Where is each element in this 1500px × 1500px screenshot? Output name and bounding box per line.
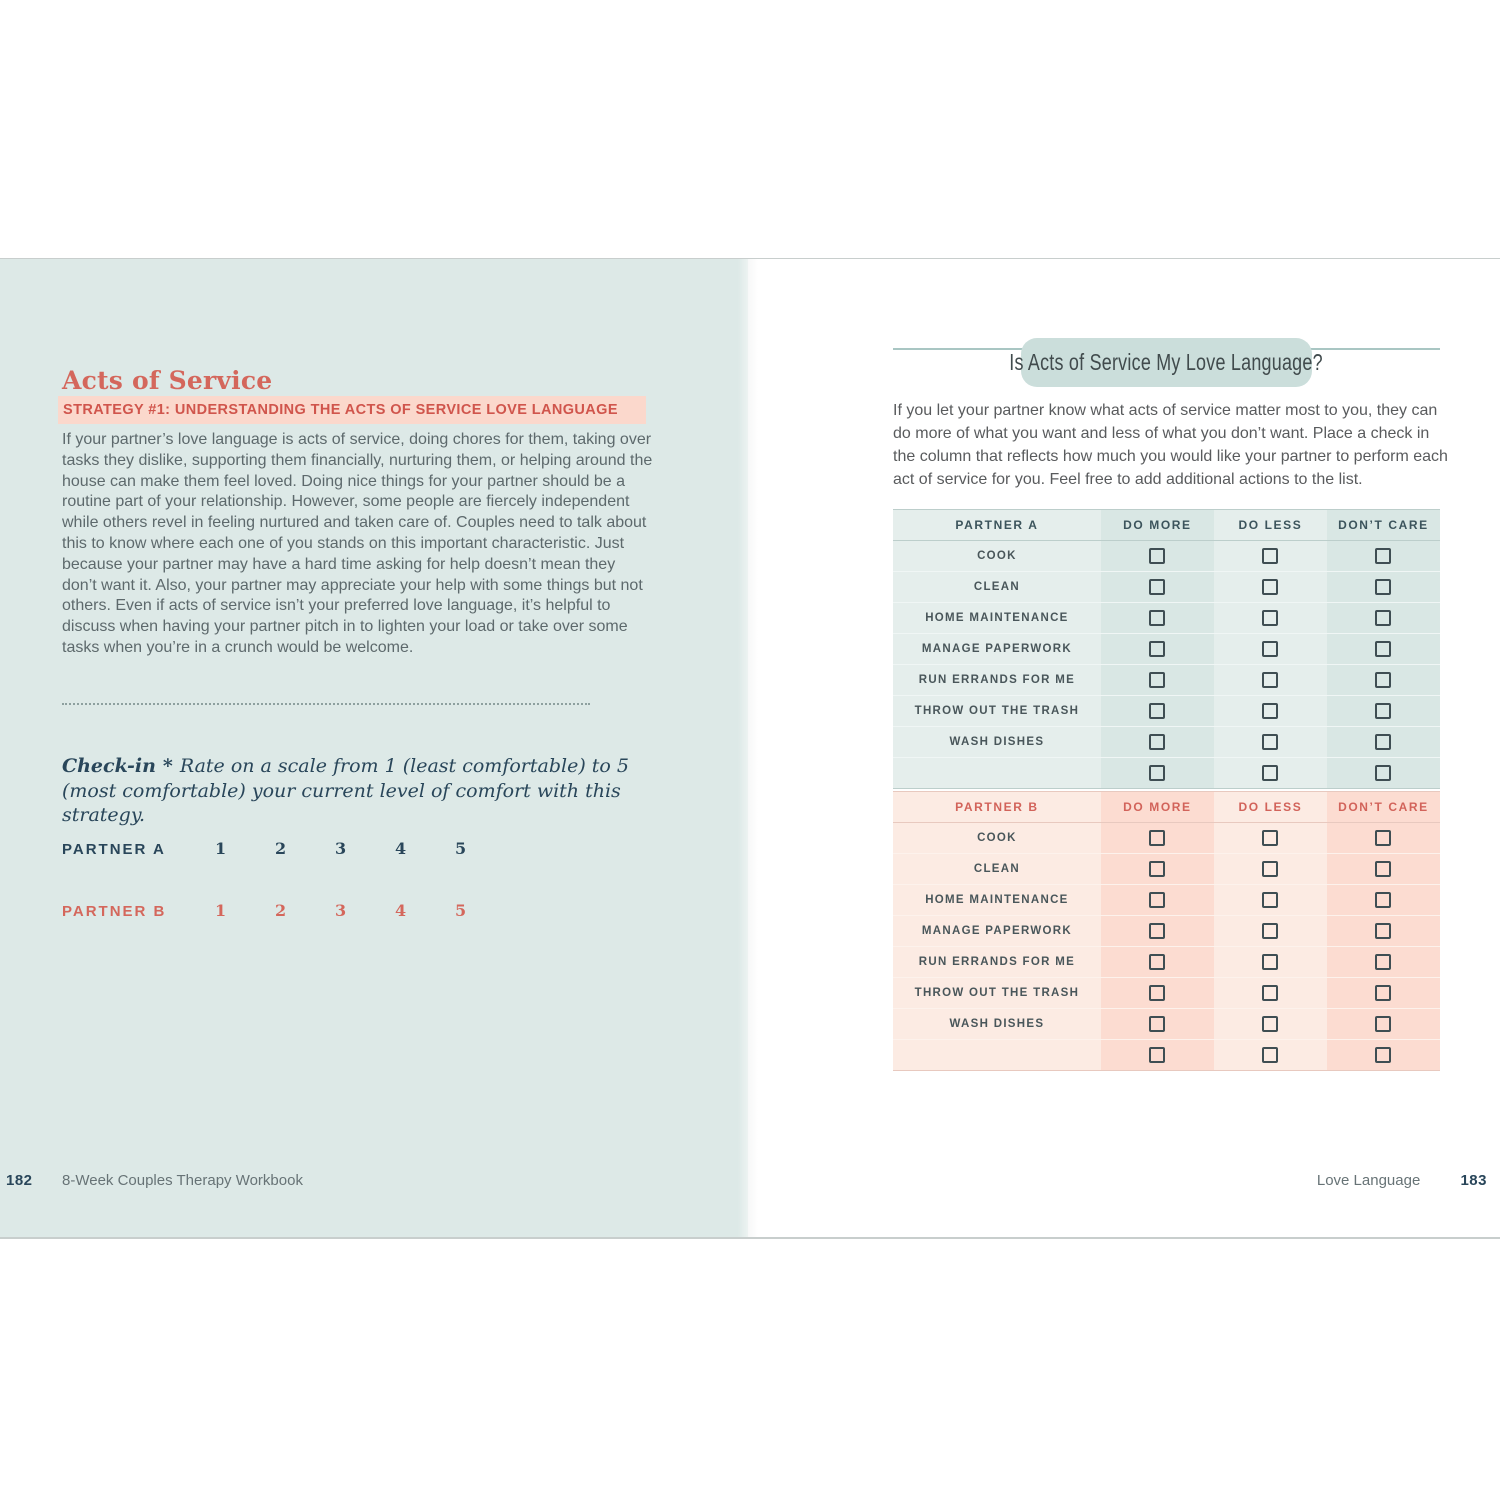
asterisk-icon: * [162, 755, 173, 777]
checkbox[interactable] [1375, 1047, 1391, 1063]
checkbox[interactable] [1262, 765, 1278, 781]
checkbox[interactable] [1375, 610, 1391, 626]
page-title: Acts of Service [62, 365, 273, 395]
checkbox[interactable] [1149, 579, 1165, 595]
checkbox[interactable] [1262, 703, 1278, 719]
checkbox[interactable] [1149, 548, 1165, 564]
row-label [893, 758, 1101, 788]
checkbox[interactable] [1375, 703, 1391, 719]
checkbox-cell [1327, 758, 1440, 788]
table-row [893, 823, 1440, 854]
body-paragraph: If your partner’s love language is acts of service, doing chores for them, taking over tasks they dislike, supporting them financially, nurturing them, or helping around the house can make them feel loved. Doing nice things for your partner should be a routine part of your relationship. However, some people are fiercely independent while others revel in feeling nurtured and taken care of. Couples need to talk about this to know where each one of you stands on this important characteristic. Just because your partner may have a hard time asking for help doesn’t mean they don’t want it. Also, your partner may appreciate your help with some things but not others. Even if acts of service isn’t your preferred love language, it’s helpful to discuss when having your partner pitch in to lighten your load or take over some tasks when you’re in a crunch would be welcome. [62, 431, 653, 656]
row-label: THROW OUT THE TRASH [893, 978, 1101, 1008]
table-row [893, 572, 1440, 603]
checkbox[interactable] [1262, 954, 1278, 970]
checkbox[interactable] [1262, 1047, 1278, 1063]
rating-option-1[interactable]: 1 [215, 839, 227, 858]
row-label: RUN ERRANDS FOR ME [893, 947, 1101, 977]
row-label: CLEAN [893, 572, 1101, 602]
checkbox-cell [1101, 758, 1214, 788]
checkin-label: Check-in [62, 755, 156, 777]
checkbox-cell [1214, 541, 1327, 571]
checkbox-cell [1101, 665, 1214, 695]
checkbox[interactable] [1375, 579, 1391, 595]
row-label: WASH DISHES [893, 727, 1101, 757]
checkbox[interactable] [1375, 892, 1391, 908]
checkbox-cell [1101, 916, 1214, 946]
table-row [893, 634, 1440, 665]
row-label: HOME MAINTENANCE [893, 885, 1101, 915]
checkbox-cell [1101, 947, 1214, 977]
rating-row-partner-a [62, 839, 622, 861]
checkbox[interactable] [1375, 672, 1391, 688]
partner-a-table [893, 509, 1440, 789]
checkbox[interactable] [1262, 985, 1278, 1001]
checkbox[interactable] [1375, 548, 1391, 564]
checkbox[interactable] [1149, 672, 1165, 688]
checkbox-cell [1214, 696, 1327, 726]
right-footer [1317, 1172, 1487, 1189]
row-label: COOK [893, 823, 1101, 853]
rating-row-partner-b [62, 901, 622, 923]
checkbox[interactable] [1149, 923, 1165, 939]
page-number-left: 182 [6, 1172, 33, 1189]
checkbox-cell [1101, 978, 1214, 1008]
table-header-cell: PARTNER B [893, 792, 1101, 822]
rating-option-4[interactable]: 4 [395, 901, 407, 920]
checkbox[interactable] [1262, 830, 1278, 846]
checkbox-cell [1101, 823, 1214, 853]
checkbox-cell [1101, 885, 1214, 915]
table-header-cell: DON’T CARE [1327, 510, 1440, 540]
checkbox-cell [1101, 603, 1214, 633]
checkbox-cell [1101, 1009, 1214, 1039]
checkbox[interactable] [1262, 892, 1278, 908]
checkbox-cell [1214, 1040, 1327, 1070]
table-row [893, 696, 1440, 727]
checkbox[interactable] [1375, 861, 1391, 877]
strategy-heading: STRATEGY #1: UNDERSTANDING THE ACTS OF SERVICE LOVE LANGUAGE [58, 396, 646, 424]
rating-option-3[interactable]: 3 [335, 839, 347, 858]
checkbox[interactable] [1149, 861, 1165, 877]
checkbox[interactable] [1149, 703, 1165, 719]
checkbox-cell [1214, 854, 1327, 884]
row-label: MANAGE PAPERWORK [893, 916, 1101, 946]
table-row [893, 916, 1440, 947]
checkbox-cell [1327, 572, 1440, 602]
row-label: WASH DISHES [893, 1009, 1101, 1039]
checkbox[interactable] [1262, 548, 1278, 564]
checkbox-cell [1327, 665, 1440, 695]
checkbox[interactable] [1149, 610, 1165, 626]
checkbox[interactable] [1375, 641, 1391, 657]
row-label: RUN ERRANDS FOR ME [893, 665, 1101, 695]
rating-option-1[interactable]: 1 [215, 901, 227, 920]
table-row [893, 758, 1440, 789]
row-label: HOME MAINTENANCE [893, 603, 1101, 633]
row-label: THROW OUT THE TRASH [893, 696, 1101, 726]
checkbox-cell [1214, 665, 1327, 695]
rating-option-3[interactable]: 3 [335, 901, 347, 920]
table-row [893, 978, 1440, 1009]
checkbox[interactable] [1149, 641, 1165, 657]
table-header-cell: DO MORE [1101, 792, 1214, 822]
row-label: CLEAN [893, 854, 1101, 884]
table-header-cell: DO LESS [1214, 792, 1327, 822]
checkbox[interactable] [1262, 861, 1278, 877]
checkbox[interactable] [1149, 765, 1165, 781]
table-header-row [893, 510, 1440, 541]
checkbox-cell [1214, 947, 1327, 977]
rating-option-5[interactable]: 5 [455, 901, 467, 920]
table-header-cell: PARTNER A [893, 510, 1101, 540]
table-row [893, 603, 1440, 634]
checkbox-cell [1327, 916, 1440, 946]
checkbox[interactable] [1375, 923, 1391, 939]
checkbox[interactable] [1149, 830, 1165, 846]
checkbox-cell [1214, 603, 1327, 633]
table-row [893, 854, 1440, 885]
checkbox-cell [1327, 1040, 1440, 1070]
checkbox-cell [1327, 603, 1440, 633]
checkbox[interactable] [1375, 1016, 1391, 1032]
book-spread [0, 258, 1500, 1239]
checkbox[interactable] [1149, 892, 1165, 908]
checkbox-cell [1101, 854, 1214, 884]
checkbox-cell [1214, 758, 1327, 788]
table-header-row [893, 792, 1440, 823]
table-row [893, 1009, 1440, 1040]
checkin-paragraph [62, 754, 670, 828]
checkbox[interactable] [1262, 579, 1278, 595]
footer-section-title: Love Language [1316, 1172, 1421, 1189]
checkbox-cell [1214, 916, 1327, 946]
rating-option-5[interactable]: 5 [455, 839, 467, 858]
checkbox[interactable] [1149, 985, 1165, 1001]
checkbox-cell [1214, 823, 1327, 853]
checkbox-cell [1101, 1040, 1214, 1070]
checkbox[interactable] [1375, 954, 1391, 970]
checkbox[interactable] [1375, 985, 1391, 1001]
rating-option-2[interactable]: 2 [275, 839, 287, 858]
table-row [893, 1040, 1440, 1071]
dotted-divider [62, 703, 590, 705]
page-number-right: 183 [1460, 1172, 1487, 1189]
checkbox-cell [1101, 572, 1214, 602]
checkbox-cell [1214, 727, 1327, 757]
table-row [893, 541, 1440, 572]
checkbox-cell [1214, 978, 1327, 1008]
checkbox[interactable] [1262, 610, 1278, 626]
intro-paragraph: If you let your partner know what acts of service matter most to you, they can do more of what you want and less of what you don’t want. Place a check in the column that reflects how much you would like your partner to perform each act of service for you. Feel free to add additional actions to the list. [893, 402, 1448, 488]
checkbox[interactable] [1149, 1047, 1165, 1063]
left-page [0, 258, 748, 1239]
checkbox-cell [1214, 572, 1327, 602]
row-label: COOK [893, 541, 1101, 571]
section-title-box [1009, 338, 1324, 387]
rating-option-2[interactable]: 2 [275, 901, 287, 920]
rating-row-label: PARTNER B [62, 903, 167, 920]
checkbox-cell [1214, 1009, 1327, 1039]
row-label [893, 1040, 1101, 1070]
left-footer [6, 1172, 303, 1189]
checkbox-cell [1214, 634, 1327, 664]
partner-b-table [893, 791, 1440, 1071]
checkbox[interactable] [1375, 734, 1391, 750]
checkbox[interactable] [1149, 1016, 1165, 1032]
table-row [893, 885, 1440, 916]
checkbox-cell [1101, 696, 1214, 726]
checkbox[interactable] [1375, 765, 1391, 781]
checkbox-cell [1327, 634, 1440, 664]
right-page [748, 258, 1500, 1239]
checkbox-cell [1327, 823, 1440, 853]
checkbox[interactable] [1262, 734, 1278, 750]
rating-row-label: PARTNER A [62, 841, 166, 858]
table-header-cell: DO LESS [1214, 510, 1327, 540]
checkbox-cell [1327, 947, 1440, 977]
checkbox-cell [1327, 541, 1440, 571]
checkbox-cell [1327, 727, 1440, 757]
checkbox-cell [1327, 1009, 1440, 1039]
checkbox-cell [1327, 978, 1440, 1008]
footer-book-title: 8-Week Couples Therapy Workbook [62, 1172, 303, 1189]
table-row [893, 947, 1440, 978]
table-row [893, 665, 1440, 696]
checkin-text: Rate on a scale from 1 (least comfortable) to 5 (most comfortable) your current level of comfort with this strategy. [62, 755, 629, 826]
table-row [893, 727, 1440, 758]
table-header-cell: DO MORE [1101, 510, 1214, 540]
checkbox[interactable] [1149, 954, 1165, 970]
rating-option-4[interactable]: 4 [395, 839, 407, 858]
checkbox-cell [1101, 634, 1214, 664]
checkbox[interactable] [1149, 734, 1165, 750]
table-header-cell: DON’T CARE [1327, 792, 1440, 822]
checkbox-cell [1214, 885, 1327, 915]
rating-scales [62, 839, 622, 963]
checkbox-cell [1101, 727, 1214, 757]
row-label: MANAGE PAPERWORK [893, 634, 1101, 664]
checkbox[interactable] [1375, 830, 1391, 846]
checkbox[interactable] [1262, 923, 1278, 939]
checkbox-cell [1327, 885, 1440, 915]
checkbox[interactable] [1262, 641, 1278, 657]
section-title: Is Acts of Service My Love Language? [1009, 349, 1324, 375]
checkbox-cell [1327, 696, 1440, 726]
checkbox-cell [1327, 854, 1440, 884]
checkbox-cell [1101, 541, 1214, 571]
checkbox[interactable] [1262, 1016, 1278, 1032]
checkbox[interactable] [1262, 672, 1278, 688]
